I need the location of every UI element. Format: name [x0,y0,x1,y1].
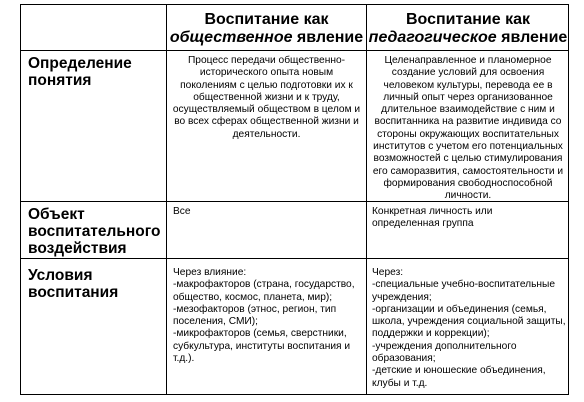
text-line: во всех сферах общественной жизни и [174,116,359,128]
text-line: институтов с учетом его потенциальных [373,141,563,153]
row-label-line: Условия [28,267,93,284]
text-line: Конкретная личность или [372,206,493,217]
object-social [173,206,363,218]
text-line: деятельности. [232,128,301,140]
row-label-line: воспитания [28,284,119,301]
text-line: поселения, СМИ); [173,316,258,328]
header-empty-cell [21,5,166,50]
text-line: формирования свободноспособной [383,177,553,189]
text-line: -мезофакторов (этнос, регион, тип [173,303,337,315]
text-line: -специальные учебно-воспитательные [372,279,556,291]
text-line: исторического опыта новым [199,67,334,79]
definition-social [167,55,366,141]
row-label-object [28,206,164,257]
header-social-rest: явление [292,29,364,46]
text-line: -учреждения дополнительного [372,340,517,352]
row-label-line: Объект [28,206,85,223]
text-line: Все [173,206,191,217]
text-line: -детские и юношеские объединения, [372,365,546,377]
text-line: стороны окружающих воспитательных [377,128,559,140]
text-line: его саморазвития, самостоятельности и [372,165,564,177]
comparison-table [20,4,569,395]
object-pedagogical [372,206,567,231]
text-line: Через: [372,267,404,278]
text-line: образования; [372,353,436,365]
text-line: личный опыт через организованное [383,91,553,103]
text-line: -организации и объединения (семья, [372,303,547,315]
header-social-line2 [167,29,366,47]
conditions-pedagogical [372,267,567,390]
header-social-line1: Воспитание как [204,11,329,28]
text-line: -макрофакторов (страна, государство, [173,279,355,291]
text-line: школа, учреждения социальной защиты, [372,316,566,328]
header-social-italic: общественное [169,29,293,46]
text-line: возможностей с целью стимулирования [373,153,563,165]
text-line: учреждения; [372,291,432,303]
text-line: Целенаправленное и планомерное [384,55,552,66]
row-label-conditions [28,267,164,301]
definition-pedagogical [367,55,569,203]
text-line: создание условий для освоения [391,67,545,79]
row-divider-2 [21,258,568,259]
text-line: личности. [444,190,492,202]
text-line: субкультура, институты воспитания и [173,340,351,352]
text-line: длительное взаимодействие с ним и [381,104,555,116]
header-pedagogical [367,11,569,47]
header-social [167,11,366,47]
text-line: т.д.). [173,353,195,365]
text-line: общество, космос, планета, мир); [173,291,333,303]
text-line: клубы и т.д. [372,377,428,389]
text-line: Процесс передачи общественно- [187,55,346,66]
text-line: общественной жизни и к труду, [193,91,340,103]
row-label-line: понятия [28,72,92,89]
row-label-definition [28,55,164,89]
conditions-social [173,267,363,365]
header-pedagogical-line1: Воспитание как [405,11,530,28]
text-line: Через влияние: [173,267,247,278]
row-divider-header [21,50,568,51]
text-line: осуществляемый обществом в целом и [172,104,361,116]
row-label-line: воздействия [28,240,127,257]
header-pedagogical-line2 [367,29,569,47]
row-label-line: воспитательного [28,223,161,240]
header-pedagogical-italic: педагогическое [368,29,497,46]
text-line: поддержки и коррекции); [372,328,490,340]
header-pedagogical-rest: явление [496,29,568,46]
text-line: поколениям с целью подготовки их к [180,79,353,91]
text-line: -микрофакторов (семья, сверстники, [173,328,347,340]
row-label-line: Определение [28,55,132,72]
text-line: воспитанника на развитие индивида со [374,116,562,128]
text-line: определенная группа [372,218,474,230]
text-line: человеком культуры, перевода ее в [383,79,553,91]
